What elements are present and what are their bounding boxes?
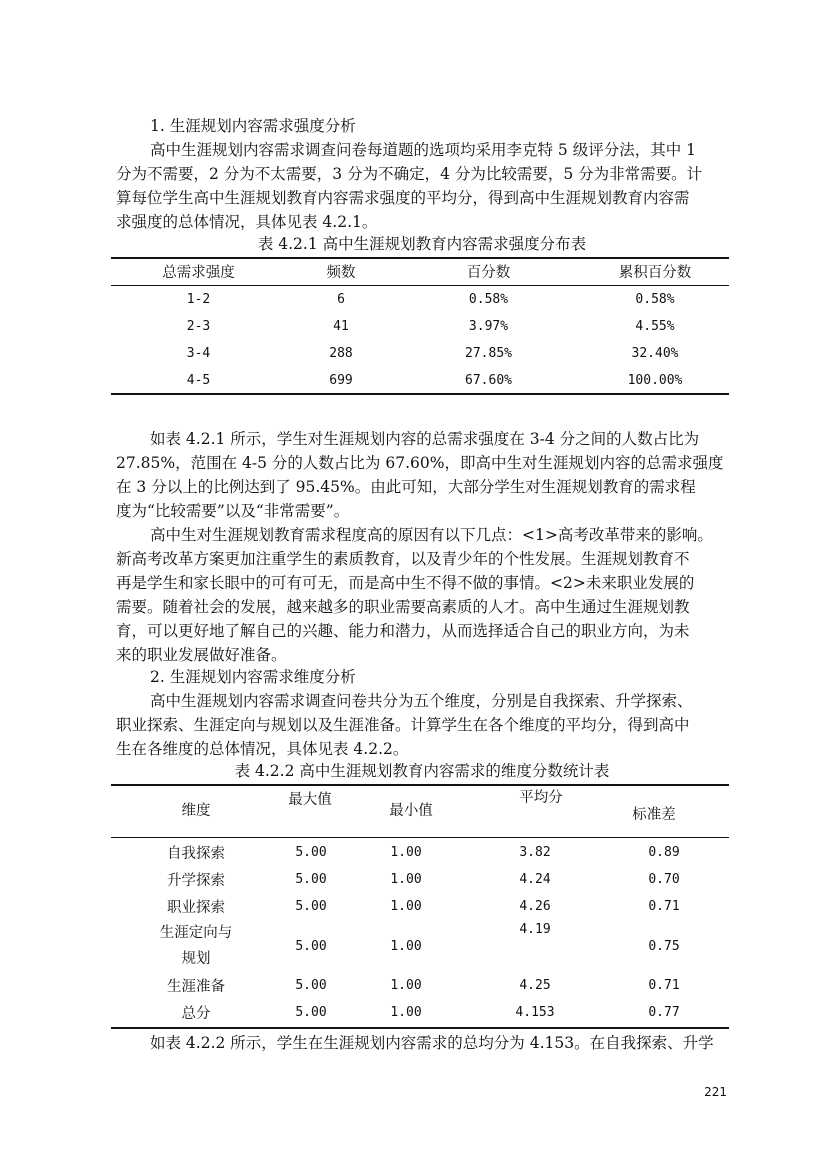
table-cell: 288 [329,346,353,361]
table-cell: 0.71 [648,899,680,914]
section-heading-2: 2. 生涯规划内容需求维度分析 [150,668,356,686]
paragraph-line: 在 3 分以上的比例达到了 95.45%。由此可知，大部分学生对生涯规划教育的需求程 [116,478,696,496]
table-cell: 职业探索 [167,900,225,916]
table-cell: 1.00 [390,872,422,887]
column-header: 标准差 [632,807,676,823]
table-cell: 5.00 [295,1005,327,1020]
table-cell: 5.00 [295,938,327,954]
demand-intensity-table [111,259,729,284]
table-bottom-rule [111,393,729,395]
paragraph-line: 来的职业发展做好准备。 [116,646,287,664]
table-cell: 67.60% [465,373,512,388]
table-row [111,920,729,972]
column-header: 最大值 [288,792,332,808]
table-cell: 5.00 [295,845,327,860]
table-cell: 6 [337,292,345,307]
column-header: 平均分 [519,790,563,806]
table-cell: 总分 [181,1006,211,1022]
table-cell: 0.75 [648,938,680,954]
section-heading-1: 1. 生涯规划内容需求强度分析 [150,117,356,135]
dimension-score-table [111,839,729,1026]
table-cell: 1-2 [186,292,211,307]
table-cell: 4.153 [515,1005,555,1020]
table-cell: 0.58% [468,292,509,307]
table-cell: 0.77 [648,1005,680,1020]
paragraph-line: 度为“比较需要”以及“非常需要”。 [116,502,350,520]
table-row [111,972,729,999]
table-cell: 32.40% [631,346,679,361]
paragraph-line: 高中生对生涯规划教育需求程度高的原因有以下几点：<1>高考改革带来的影响。 [150,526,713,544]
table-cell: 1.00 [390,899,422,914]
table-cell: 4-5 [186,373,211,388]
table-cell: 1.00 [390,1005,422,1020]
paragraph-line: 27.85%，范围在 4-5 分的人数占比为 67.60%，即高中生对生涯规划内容的总需求强度 [116,454,724,472]
paragraph-line: 再是学生和家长眼中的可有可无，而是高中生不得不做的事情。<2>未来职业发展的 [116,574,695,592]
column-header: 维度 [181,803,211,819]
table-cell: 0.71 [648,978,680,993]
column-header: 总需求强度 [162,265,235,281]
table-cell: 0.89 [648,845,680,860]
table-cell: 生涯准备 [167,979,225,995]
table-cell: 27.85% [465,346,512,361]
paragraph-line: 高中生涯规划内容需求调查问卷共分为五个维度，分别是自我探索、升学探索、 [150,692,693,710]
table-cell: 2-3 [186,319,211,334]
page-number: 221 [704,1085,727,1099]
table-cell: 5.00 [295,872,327,887]
table-caption: 表 4.2.1 高中生涯规划教育内容需求强度分布表 [257,235,587,253]
table-row [111,893,729,920]
table-cell: 生涯定向与规划 [159,925,233,967]
table-cell: 41 [333,319,349,334]
table-cell: 升学探索 [167,873,225,889]
table-header-rule [111,837,729,838]
table-row [111,367,729,394]
column-header: 累积百分数 [618,265,692,281]
table-row [111,866,729,893]
paragraph-line: 求强度的总体情况，具体见表 4.2.1。 [116,213,378,231]
table-cell: 4.25 [519,978,551,993]
table-bottom-rule [111,1027,729,1029]
table-cell: 5.00 [295,899,327,914]
column-header: 频数 [326,265,356,281]
table-cell: 1.00 [390,978,422,993]
table-cell: 4.19 [519,922,551,937]
table-row [111,313,729,340]
table-row [111,340,729,367]
table-cell: 699 [329,373,353,388]
table-cell: 0.70 [648,872,680,887]
table-cell: 1.00 [390,845,422,860]
column-header: 百分数 [466,265,511,281]
table-row [111,999,729,1026]
paragraph-line: 分为不需要，2 分为不太需要，3 分为不确定，4 分为比较需要，5 分为非常需要。计 [116,165,703,183]
table-caption: 表 4.2.2 高中生涯规划教育内容需求的维度分数统计表 [234,762,610,780]
paragraph-line: 如表 4.2.1 所示，学生对生涯规划内容的总需求强度在 3-4 分之间的人数占比为 [150,430,700,448]
paragraph-line: 新高考改革方案更加注重学生的素质教育，以及青少年的个性发展。生涯规划教育不 [116,550,690,568]
table-cell: 3.82 [519,845,551,860]
paragraph-line: 算每位学生高中生涯规划教育内容需求强度的平均分，得到高中生涯规划教育内容需 [116,189,690,207]
column-header: 最小值 [389,803,433,819]
table-cell: 100.00% [627,373,683,388]
table-cell: 0.58% [635,292,675,307]
paragraph-line: 生在各维度的总体情况，具体见表 4.2.2。 [116,740,409,758]
table-cell: 1.00 [390,938,422,954]
table-header-row [111,259,729,284]
table-cell: 4.55% [635,319,675,334]
paragraph-line: 如表 4.2.2 所示，学生在生涯规划内容需求的总均分为 4.153。在自我探索、升学 [150,1034,714,1052]
table-cell: 3-4 [186,346,211,361]
table-cell: 3.97% [468,319,509,334]
table-header-row [111,786,729,837]
table-row [111,839,729,866]
paragraph-line: 高中生涯规划内容需求调查问卷每道题的选项均采用李克特 5 级评分法，其中 1 [150,141,697,159]
table-cell: 自我探索 [167,846,225,862]
paragraph-line: 育，可以更好地了解自己的兴趣、能力和潜力，从而选择适合自己的职业方向，为未 [116,622,690,640]
table-cell: 4.26 [519,899,551,914]
paragraph-line: 职业探索、生涯定向与规划以及生涯准备。计算学生在各个维度的平均分，得到高中 [116,716,690,734]
demand-intensity-table-body [111,286,729,394]
paragraph-line: 需要。随着社会的发展，越来越多的职业需要高素质的人才。高中生通过生涯规划教 [116,598,690,616]
table-cell: 4.24 [519,872,551,887]
table-cell: 5.00 [295,978,327,993]
table-row [111,286,729,313]
